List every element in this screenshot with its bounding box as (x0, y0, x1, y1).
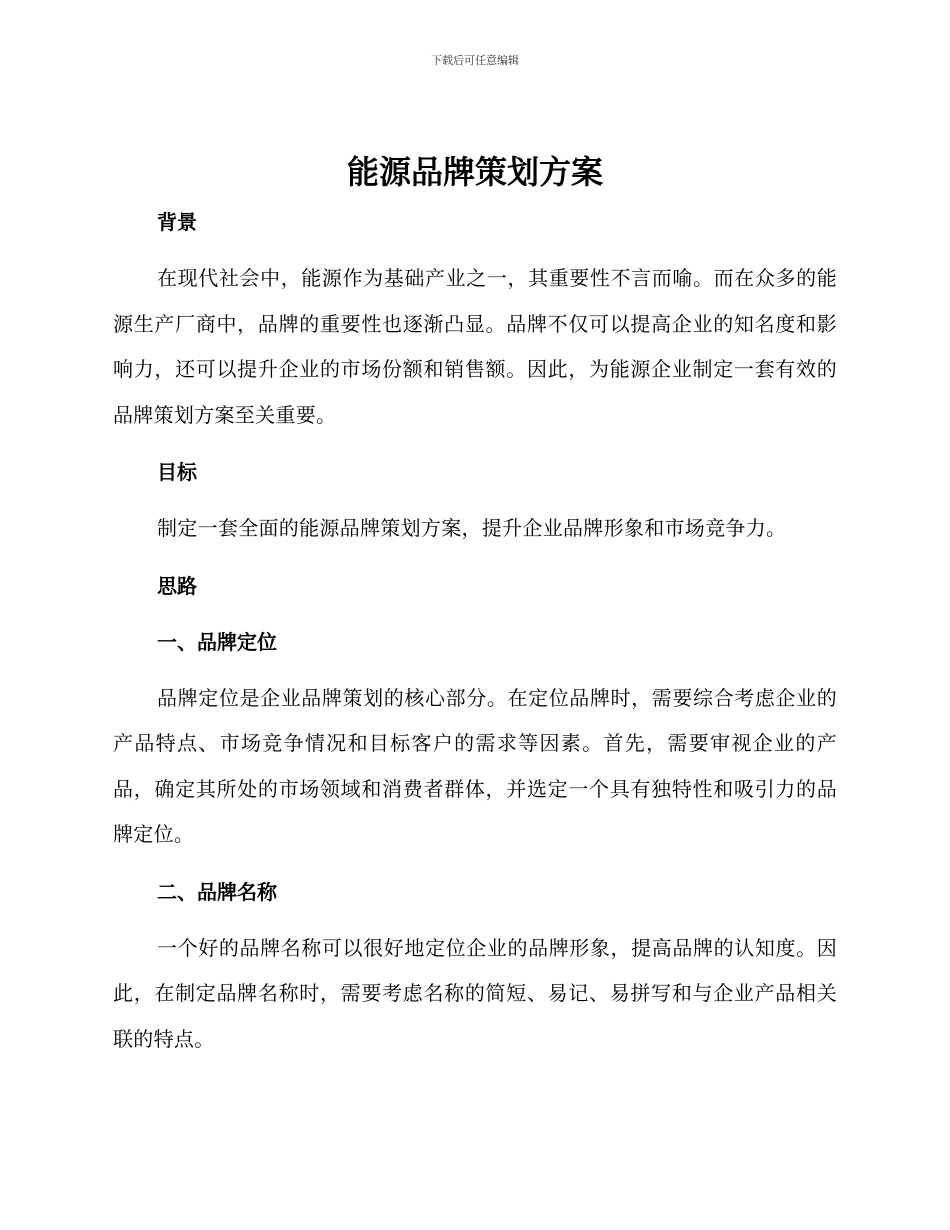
section-heading-background: 背景 (157, 210, 197, 234)
document-body (113, 200, 837, 1062)
paragraph-background: 在现代社会中，能源作为基础产业之一，其重要性不言而喻。而在众多的能源生产厂商中，品牌的重要性也逐渐凸显。品牌不仅可以提高企业的知名度和影响力，还可以提升企业的市场份额和销售额。因此，为能源企业制定一套有效的品牌策划方案至关重要。 (113, 266, 837, 427)
section-heading-positioning: 一、品牌定位 (157, 629, 277, 654)
paragraph-goal: 制定一套全面的能源品牌策划方案，提升企业品牌形象和市场竞争力。 (157, 516, 787, 540)
page-header-note: 下载后可任意编辑 (431, 54, 519, 67)
paragraph-naming: 一个好的品牌名称可以很好地定位企业的品牌形象，提高品牌的认知度。因此，在制定品牌名称时，需要考虑名称的简短、易记、易拼写和与企业产品相关联的特点。 (113, 935, 837, 1051)
section-heading-approach: 思路 (157, 573, 197, 598)
section-heading-goal: 目标 (157, 460, 197, 484)
section-heading-naming: 二、品牌名称 (157, 879, 277, 904)
document-title: 能源品牌策划方案 (346, 153, 603, 191)
paragraph-positioning: 品牌定位是企业品牌策划的核心部分。在定位品牌时，需要综合考虑企业的产品特点、市场竞争情况和目标客户的需求等因素。首先，需要审视企业的产品，确定其所处的市场领域和消费者群体，并选定一个具有独特性和吸引力的品牌定位。 (113, 685, 837, 846)
